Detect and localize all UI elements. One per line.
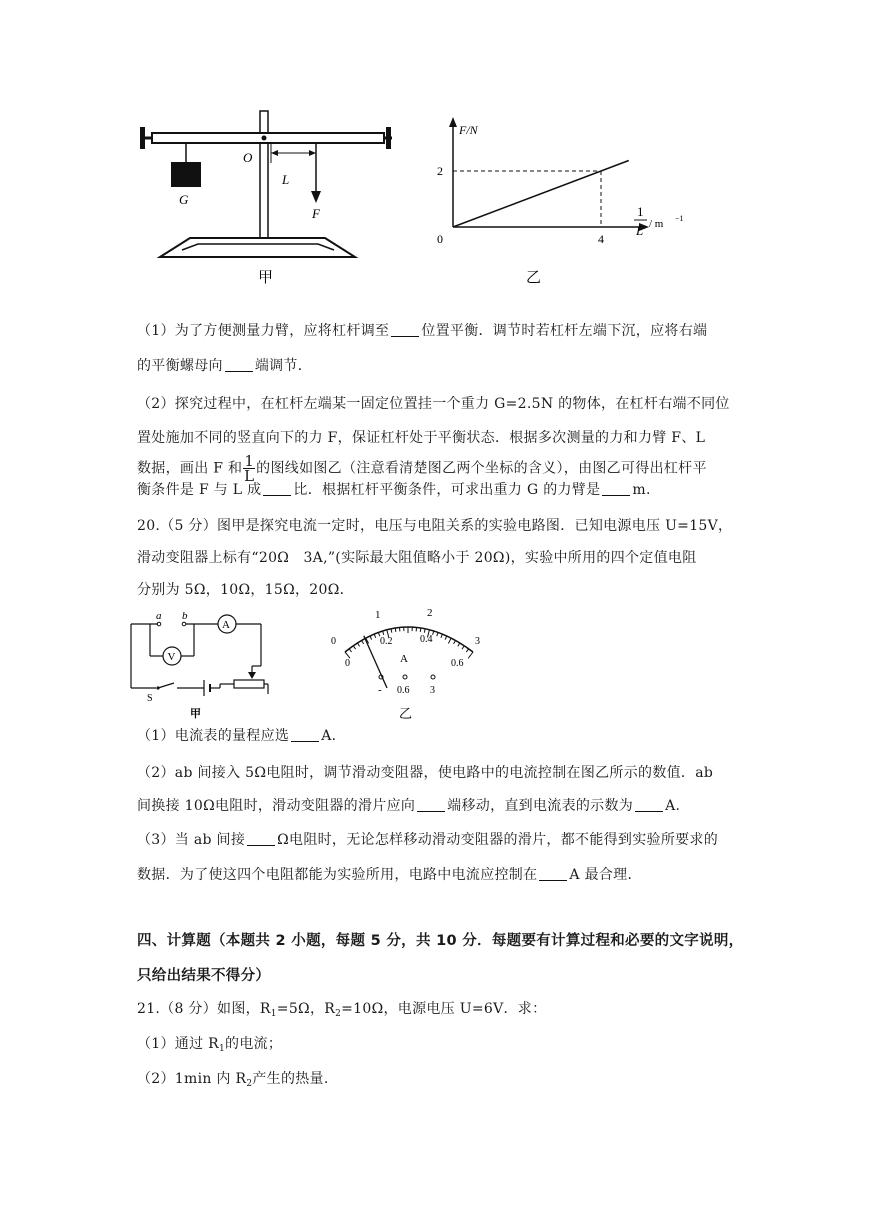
caption-jia: 甲 [258,270,274,286]
dial-tick [370,636,372,640]
dial-tick [349,649,351,652]
dial-tick [458,643,460,646]
scale-mid-04: 0.4 [420,634,433,645]
dial-tick [420,628,421,632]
label-O: O [243,150,253,165]
q20-sub2-line2: 间换接 10Ω电阻时，滑动变阻器的滑片应向 端移动，直到电流表的示数为 A. [137,798,681,814]
scale-mid-06: 0.6 [451,658,464,669]
dial-tick [448,638,451,643]
dial-tick [395,628,396,632]
q19-part2-line4: 衡条件是 F 与 L 成 比．根据杠杆平衡条件，可求出重力 G 的力臂是 m. [137,482,651,498]
dial-tick [462,646,464,649]
answer-blank[interactable] [225,357,253,372]
y-tick-label: 2 [437,164,443,178]
q19-part2-line1: （2）探究过程中，在杠杆左端某一固定位置挂一个重力 G=2.5N 的物体，在杠杆右端不同位 [137,396,730,412]
terminal-minus: - [378,684,382,696]
answer-blank[interactable] [635,797,663,812]
terminal-a-label: a [156,610,162,622]
terminal-0-6: 0.6 [397,685,410,696]
scale-mid-02: 0.2 [380,636,393,647]
dial-tick [353,646,355,649]
circuit-diagram [128,610,288,720]
dial-tick [374,634,376,638]
data-line [453,161,629,228]
x-axis-frac-num: 1 [637,204,644,219]
q21-sub1: （1）通过 $R_1$的电流； [137,1036,283,1054]
q19-part2-line2: 置处施加不同的竖直向下的力 F，保证杠杆处于平衡状态．根据多次测量的力和力臂 F、L [137,430,706,446]
x-axis-frac-den: L [636,223,644,238]
x-axis-unit-exponent: −1 [675,214,684,223]
scale-top-3: 3 [475,636,480,647]
dial-tick [433,631,434,635]
dial-tick [362,640,364,643]
answer-blank[interactable] [291,727,319,742]
caption-yi-2: 乙 [399,706,413,721]
x-axis-unit: / m [649,218,664,230]
lever-apparatus-figure [130,105,400,295]
terminal-3: 3 [430,685,435,696]
ammeter-label: A [222,619,230,631]
q19-part1-line1: （1）为了方便测量力臂，应将杠杆调至 位置平衡．调节时若杠杆左端下沉，应将右端 [137,323,708,339]
q20-stem-line1: 20.（5 分）图甲是探究电流一定时，电压与电阻关系的实验电路图．已知电源电压 U=15V， [137,518,733,534]
q20-stem-line3: 分别为 5Ω，10Ω，15Ω，20Ω． [137,582,354,598]
q20-sub2-line1: （2）ab 间接入 5Ω电阻时，调节滑动变阻器，使电路中的电流控制在图乙所示的数值．ab [137,765,714,781]
q20-sub3-line2: 数据．为了使这四个电阻都能为实验所用，电路中电流应控制在 A 最合理． [137,867,642,883]
answer-blank[interactable] [391,322,419,337]
section4-title-line2: 只给出结果不得分） [137,968,271,984]
terminal-b-label: b [182,610,188,622]
answer-blank[interactable] [247,831,275,846]
caption-yi: 乙 [526,270,542,286]
dial-tick [437,632,438,636]
section4-title-line1: 四、计算题（本题共 2 小题，每题 5 分，共 10 分．每题要有计算过程和必要的文字说明， [137,933,744,949]
fraction-1-over-L: $\frac{1}{L}$ [244,452,255,485]
dial-tick [466,649,468,652]
dial-tick [441,634,443,638]
y-axis-label: F/N [459,123,478,137]
f-vs-inverse-l-graph [425,112,695,287]
voltmeter-label: V [167,651,176,663]
answer-blank[interactable] [539,866,567,881]
x-tick-label: 4 [598,232,604,246]
switch-label: S [147,693,153,704]
scale-top-0: 0 [331,636,336,647]
q20-sub3-line1: （3）当 ab 间接 Ω电阻时，无论怎样移动滑动变阻器的滑片，都不能得到实验所要求的 [137,832,719,848]
label-F: F [312,206,320,221]
q21-stem: 21.（8 分）如图，$R_1=5\Omega$，$R_2=10\Omega$，电源电压 U=6V．求： [137,1001,547,1019]
dial-tick [454,640,456,643]
answer-blank[interactable] [417,797,445,812]
q19-part2-line3: 数据，画出 F 和 $\frac{1}{L}$ 的图线如图乙（注意看清楚图乙两个坐标的含义），由图乙可得出杠杆平 [137,452,707,485]
dial-tick [383,631,384,635]
label-G: G [179,192,189,207]
origin-label: 0 [437,232,443,246]
scale-top-2: 2 [427,607,433,619]
scale-top-1: 1 [375,609,381,621]
q21-sub2: （2）1min 内 $R_2$产生的热量. [137,1071,329,1089]
q20-stem-line2: 滑动变阻器上标有“20Ω 3A,”(实际最大阻值略小于 20Ω)，实验中所用的四个定值电阻 [137,550,697,566]
meter-unit: A [400,653,408,665]
q19-part1-line2: 的平衡螺母向 端调节． [137,358,313,374]
label-L: L [282,172,290,187]
dial-tick [468,652,473,658]
dial-tick [357,643,359,646]
caption-jia-2: 甲 [190,708,201,720]
answer-blank[interactable] [602,481,630,496]
q20-sub1: （1）电流表的量程应选 A. [137,728,337,744]
scale-mid-0: 0 [345,658,350,669]
dial-tick [445,636,447,640]
ammeter-dial [325,604,490,724]
answer-blank[interactable] [263,481,291,496]
